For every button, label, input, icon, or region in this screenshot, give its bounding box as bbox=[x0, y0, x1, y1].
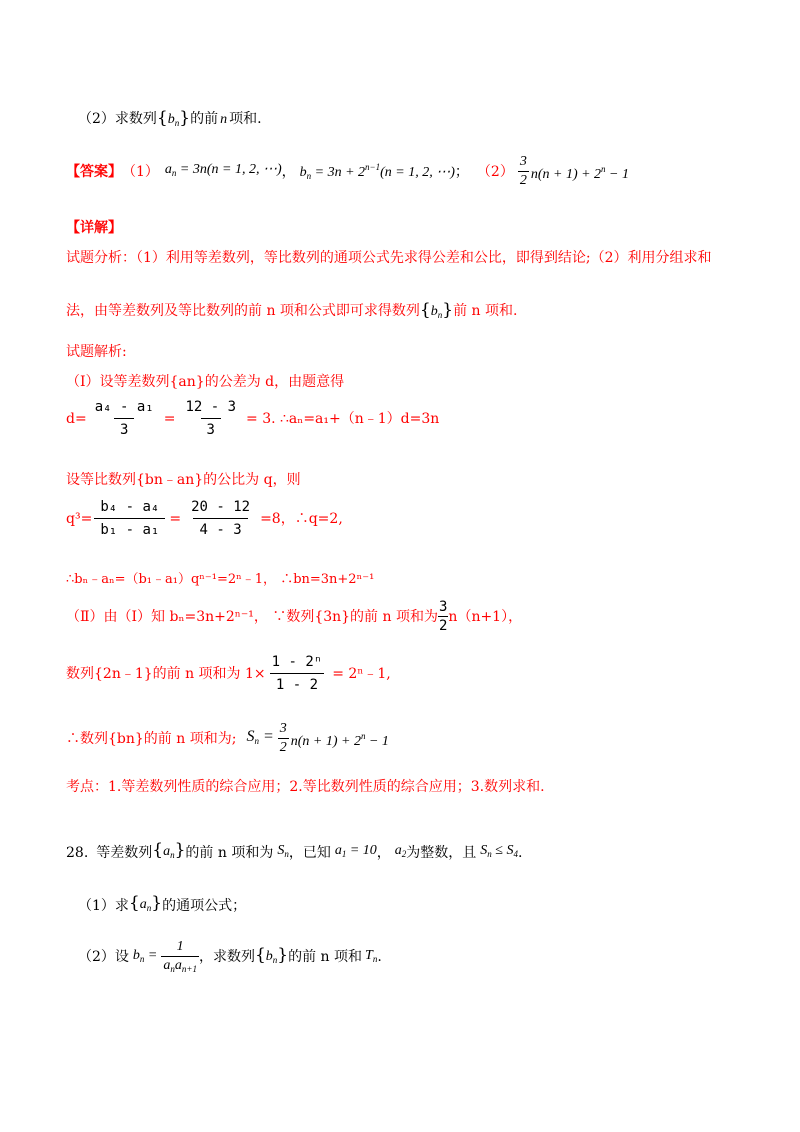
q-frac-1: $\frac{\text{b₄ - a₄}}{\text{b₁ - a₁}}$ bbox=[94, 500, 165, 537]
d-frac-1: $\frac{\text{a₄ - a₁}}{3}$ bbox=[94, 399, 154, 438]
sn-frac: $\frac{3}{2}$ bbox=[279, 721, 287, 755]
detail-label: 【详解】 bbox=[66, 220, 122, 236]
an-formula: $a_n = 3n(n = 1$, 2, ⋯) bbox=[164, 162, 282, 178]
analysis-line-1: 试题分析：（1）利用等差数列，等比数列的通项公式先求得公差和公比，即得到结论;（2）利用分组求和 bbox=[66, 250, 712, 266]
brace: { bbox=[156, 108, 168, 128]
answer-semicolon: ； bbox=[454, 163, 469, 180]
sub-n: n bbox=[174, 118, 180, 128]
step5-frac: $\frac{\text{1 - 2ⁿ}}{1 - 2}$ bbox=[271, 654, 323, 693]
answer-part2-label: （2） bbox=[476, 163, 514, 180]
solution-label: 试题解析: bbox=[66, 344, 127, 360]
q28-part1: （1）求 $\{a_n\}$ 的通项公式； bbox=[78, 893, 247, 914]
d-formula: d= $\frac{\text{a₄ - a₁}}{3}$ = $\frac{12 - 3}{3}$ = 3. ∴aₙ=a₁+（n﹣1）d=3n bbox=[66, 399, 440, 438]
q28-number: 28. bbox=[66, 844, 89, 861]
solution-step-4: （Ⅱ）由（Ⅰ）知 bₙ=3n+2ⁿ⁻¹， ∵数列{3n}的前 n 项和为 $\frac{3}{2}$ n（n+1）， bbox=[66, 599, 523, 634]
sn-leq-s4: $S_n \le S_4$ bbox=[480, 843, 518, 859]
q27-part2-mid: 的前 bbox=[190, 111, 219, 127]
d-frac-2: $\frac{12 - 3}{3}$ bbox=[185, 399, 237, 438]
q28-stem: 28. 等差数列 $\{a_n\}$ 的前 n 项和为 $S_n$ ，已知 $a_1 = 10$ ， $a_2$ 为整数，且 $S_n \le S_4$ . bbox=[66, 840, 522, 865]
sn-var: $S_n$ bbox=[277, 843, 289, 859]
answer-comma: ， bbox=[281, 163, 296, 180]
solution-step-2: 设等比数列{bn﹣an}的公比为 q，则 bbox=[66, 472, 301, 488]
q27-part2-prefix: （2）求数列 bbox=[78, 111, 157, 127]
a2-var: $a_2$ bbox=[394, 843, 407, 859]
a1-eq: $a_1 = 10$ bbox=[334, 843, 377, 859]
seq-an: $\{a_n\}$ bbox=[152, 840, 186, 860]
answer-tail: $n(n + 1) + 2^n - 1$ bbox=[530, 163, 629, 182]
bn-formula: $b_n = 3n + 2^{n-1}(n = 1$, 2, ⋯) bbox=[299, 162, 455, 181]
var-n: n bbox=[220, 112, 228, 127]
var-b: b bbox=[167, 112, 175, 127]
q-frac-2: $\frac{20 - 12}{4 - 3}$ bbox=[191, 499, 251, 538]
q28-part2: （2）设 $b_n$ = $\frac{1}{a_na_{n+1}}$ ，求数列 $\{b_n\}$ 的前 n 项和 $T_n$ . bbox=[78, 939, 382, 974]
answer-frac: $\frac{3}{2}$ bbox=[519, 154, 527, 188]
q27-part2 bbox=[78, 108, 262, 133]
solution-step-1: （Ⅰ）设等差数列{an}的公差为 d，由题意得 bbox=[66, 374, 345, 390]
solution-step-6: ∴数列{bn}的前 n 项和为; $S_n$ = $\frac{3}{2}$ $n(n + 1) + 2^n - 1$ bbox=[66, 721, 389, 755]
sn-tail: $n(n + 1) + 2^n - 1$ bbox=[290, 730, 389, 749]
bn-frac: $\frac{1}{a_na_{n+1}}$ bbox=[163, 939, 197, 974]
solution-step-3: ∴bₙ﹣aₙ=（b₁﹣a₁）qⁿ⁻¹=2ⁿ﹣1， ∴bn=3n+2ⁿ⁻¹ bbox=[66, 572, 375, 587]
solution-step-5: 数列{2n﹣1}的前 n 项和为 1× $\frac{\text{1 - 2ⁿ}}{1 - 2}$ = 2ⁿ﹣1, bbox=[66, 654, 391, 693]
step4-frac: $\frac{3}{2}$ bbox=[438, 599, 448, 634]
answer-part1-label: （1） bbox=[122, 163, 159, 180]
analysis-line-2: 法，由等差数列及等比数列的前 n 项和公式即可求得数列$\{b_n\}$前 n 项和. bbox=[66, 300, 518, 320]
brace: } bbox=[179, 108, 191, 128]
q27-part2-suffix: 项和. bbox=[229, 111, 262, 127]
answer-line bbox=[66, 155, 629, 188]
answer-label: 【答案】 bbox=[66, 163, 122, 180]
sn-formula: $S_n$ = bbox=[246, 727, 274, 746]
q-formula: q³= $\frac{\text{b₄ - a₄}}{\text{b₁ - a₁}}$ = $\frac{20 - 12}{4 - 3}$ =8，∴q=2, bbox=[66, 499, 343, 538]
kaodian: 考点：1.等差数列性质的综合应用；2.等比数列性质的综合应用；3.数列求和. bbox=[66, 779, 545, 795]
